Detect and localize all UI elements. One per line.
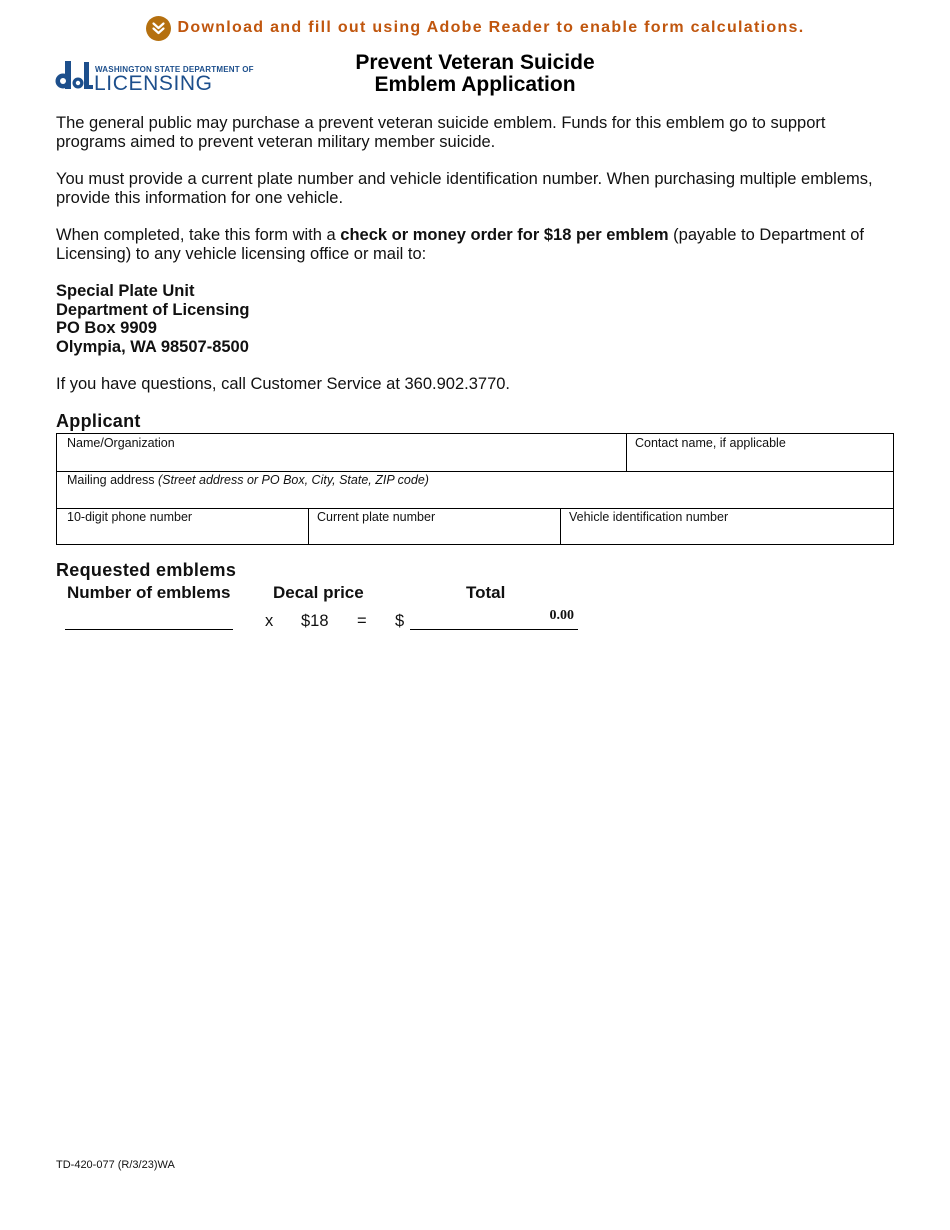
- contact-name-label: Contact name, if applicable: [635, 436, 786, 450]
- contact-name-field[interactable]: [626, 434, 893, 471]
- p3-bold-payment: check or money order for $18 per emblem: [340, 226, 669, 244]
- logo-title: LICENSING: [94, 72, 213, 95]
- decal-price-value: $18: [301, 612, 329, 630]
- applicant-row-3: [57, 508, 893, 545]
- number-of-emblems-input[interactable]: [65, 609, 233, 630]
- questions-text: If you have questions, call Customer Service at 360.902.3770.: [56, 375, 511, 393]
- address-line-2: Department of Licensing: [56, 300, 250, 319]
- mailing-address-label: [67, 473, 429, 487]
- currency-sign: $: [395, 612, 405, 630]
- page-title: [280, 52, 670, 96]
- p3-after: (payable to Department of Licensing) to any vehicle licensing office or mail to:: [56, 226, 864, 263]
- title-line-2: Emblem Application: [374, 73, 576, 96]
- title-line-1: Prevent Veteran Suicide: [355, 51, 595, 74]
- requested-emblems-heading: Requested emblems: [56, 560, 237, 580]
- address-line-4: Olympia, WA 98507-8500: [56, 338, 249, 357]
- applicant-row-2: [57, 471, 893, 509]
- dol-logo-mark-icon: [55, 59, 93, 93]
- adobe-reader-banner: [0, 14, 950, 42]
- vin-label: Vehicle identification number: [569, 510, 729, 524]
- name-organization-label: Name/Organization: [67, 436, 175, 450]
- equals-sign: =: [357, 612, 367, 630]
- applicant-form-table: [56, 433, 894, 545]
- address-line-3: PO Box 9909: [56, 319, 157, 338]
- intro-paragraph-3: [56, 226, 896, 264]
- decal-price-header: Decal price: [273, 583, 364, 602]
- mailing-label-hint: (Street address or PO Box, City, State, ZIP code): [158, 473, 429, 487]
- mailing-address-field[interactable]: [57, 471, 893, 508]
- vin-field[interactable]: [560, 508, 893, 545]
- dol-logo: [55, 59, 254, 95]
- current-plate-label: Current plate number: [317, 510, 436, 524]
- total-value: 0.00: [549, 608, 574, 623]
- intro-paragraph-2: You must provide a current plate number and vehicle identification number. When purchasing multiple emblems, provide this information for one vehicle.: [56, 170, 873, 207]
- mailing-address-block: [56, 282, 249, 357]
- applicant-row-1: [57, 434, 893, 472]
- intro-paragraph-1: The general public may purchase a prevent veteran suicide emblem. Funds for this emblem go to support programs aimed to prevent veteran military member suicide.: [56, 114, 826, 151]
- p3-before: When completed, take this form with a: [56, 226, 341, 244]
- banner-text: Download and fill out using Adobe Reader to enable form calculations.: [177, 19, 805, 36]
- name-organization-field[interactable]: [57, 434, 626, 471]
- form-number: TD-420-077 (R/3/23)WA: [56, 1159, 175, 1171]
- chevron-down-circle-icon: [146, 16, 171, 41]
- applicant-heading: Applicant: [56, 411, 141, 431]
- current-plate-field[interactable]: [308, 508, 560, 545]
- address-line-1: Special Plate Unit: [56, 282, 195, 300]
- number-of-emblems-header: Number of emblems: [67, 583, 231, 602]
- total-header: Total: [466, 583, 506, 602]
- mailing-label-text: Mailing address: [67, 473, 159, 487]
- phone-number-field[interactable]: [57, 508, 308, 545]
- logo-subtitle: WASHINGTON STATE DEPARTMENT OF: [95, 65, 254, 74]
- phone-number-label: 10-digit phone number: [67, 510, 193, 524]
- times-sign: x: [265, 612, 274, 630]
